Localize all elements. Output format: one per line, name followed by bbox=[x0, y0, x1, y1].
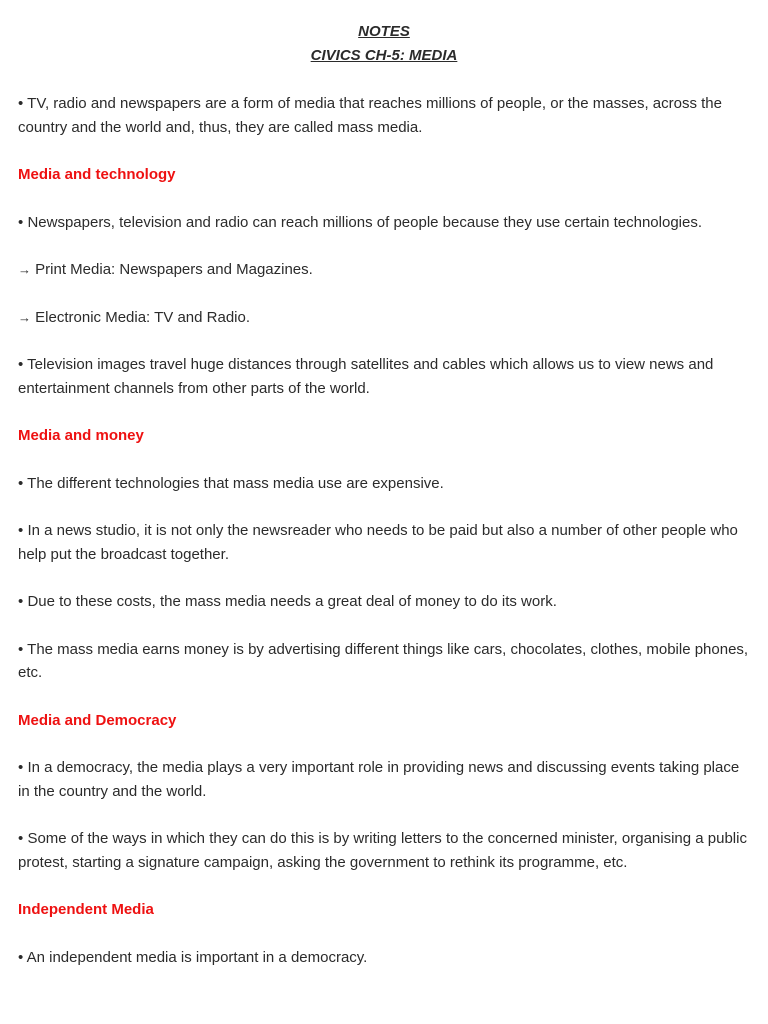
list-item bbox=[18, 638, 750, 685]
title-notes: NOTES bbox=[358, 23, 410, 40]
bullet-icon: • bbox=[18, 95, 24, 112]
list-item-text: An independent media is important in a democracy. bbox=[26, 948, 368, 966]
bullet-icon: • bbox=[18, 474, 24, 492]
list-item bbox=[18, 756, 750, 803]
list-item-text: Newspapers, television and radio can reach millions of people because they use certain technologies. bbox=[27, 213, 703, 231]
list-item bbox=[18, 306, 750, 330]
title-chapter: CIVICS CH-5: MEDIA bbox=[310, 47, 458, 64]
bullet-icon: • bbox=[18, 593, 24, 610]
list-item-text: Electronic Media: TV and Radio. bbox=[35, 308, 251, 326]
list-item-text: In a news studio, it is not only the newsreader who needs to be paid but also a number of other people who help put the broadcast together. bbox=[18, 522, 738, 563]
bullet-icon: • bbox=[18, 213, 24, 231]
list-item bbox=[18, 590, 750, 614]
bullet-icon: • bbox=[18, 948, 24, 966]
section-heading-money: Media and money bbox=[18, 427, 144, 444]
bullet-icon: • bbox=[18, 640, 24, 658]
list-item-text: The different technologies that mass media use are expensive. bbox=[27, 474, 444, 492]
arrow-right-icon: → bbox=[18, 262, 31, 277]
list-item bbox=[18, 258, 750, 282]
bullet-icon: • bbox=[18, 522, 24, 539]
list-item-text: Due to these costs, the mass media needs a great deal of money to do its work. bbox=[27, 593, 557, 610]
list-item bbox=[18, 946, 750, 970]
list-item-text: The mass media earns money is by advertising different things like cars, chocolates, clothes, mobile phones, etc. bbox=[18, 640, 749, 681]
section-heading-independent-media: Independent Media bbox=[18, 901, 154, 918]
section-heading-democracy: Media and Democracy bbox=[18, 711, 177, 729]
section-heading-technology: Media and technology bbox=[18, 166, 176, 183]
list-item bbox=[18, 519, 750, 566]
list-item bbox=[18, 827, 750, 874]
bullet-icon: • bbox=[18, 830, 24, 847]
bullet-icon: • bbox=[18, 759, 24, 776]
list-item bbox=[18, 472, 750, 496]
arrow-right-icon: → bbox=[18, 309, 31, 325]
list-item bbox=[18, 353, 750, 400]
list-item-text: Some of the ways in which they can do this is by writing letters to the concerned minister, organising a public protest, starting a signature campaign, asking the government to rethink its programme, etc. bbox=[18, 830, 747, 871]
list-item bbox=[18, 211, 750, 235]
list-item-text: In a democracy, the media plays a very important role in providing news and discussing events taking place in the country and the world. bbox=[18, 759, 740, 800]
intro-text: TV, radio and newspapers are a form of media that reaches millions of people, or the masses, across the country and the world and, thus, they are called mass media. bbox=[18, 95, 722, 136]
bullet-icon: • bbox=[18, 356, 24, 373]
intro-paragraph bbox=[18, 92, 750, 139]
list-item-text: Television images travel huge distances through satellites and cables which allows us to view news and entertainment channels from other parts of the world. bbox=[18, 356, 714, 397]
list-item-text: Print Media: Newspapers and Magazines. bbox=[35, 261, 313, 278]
